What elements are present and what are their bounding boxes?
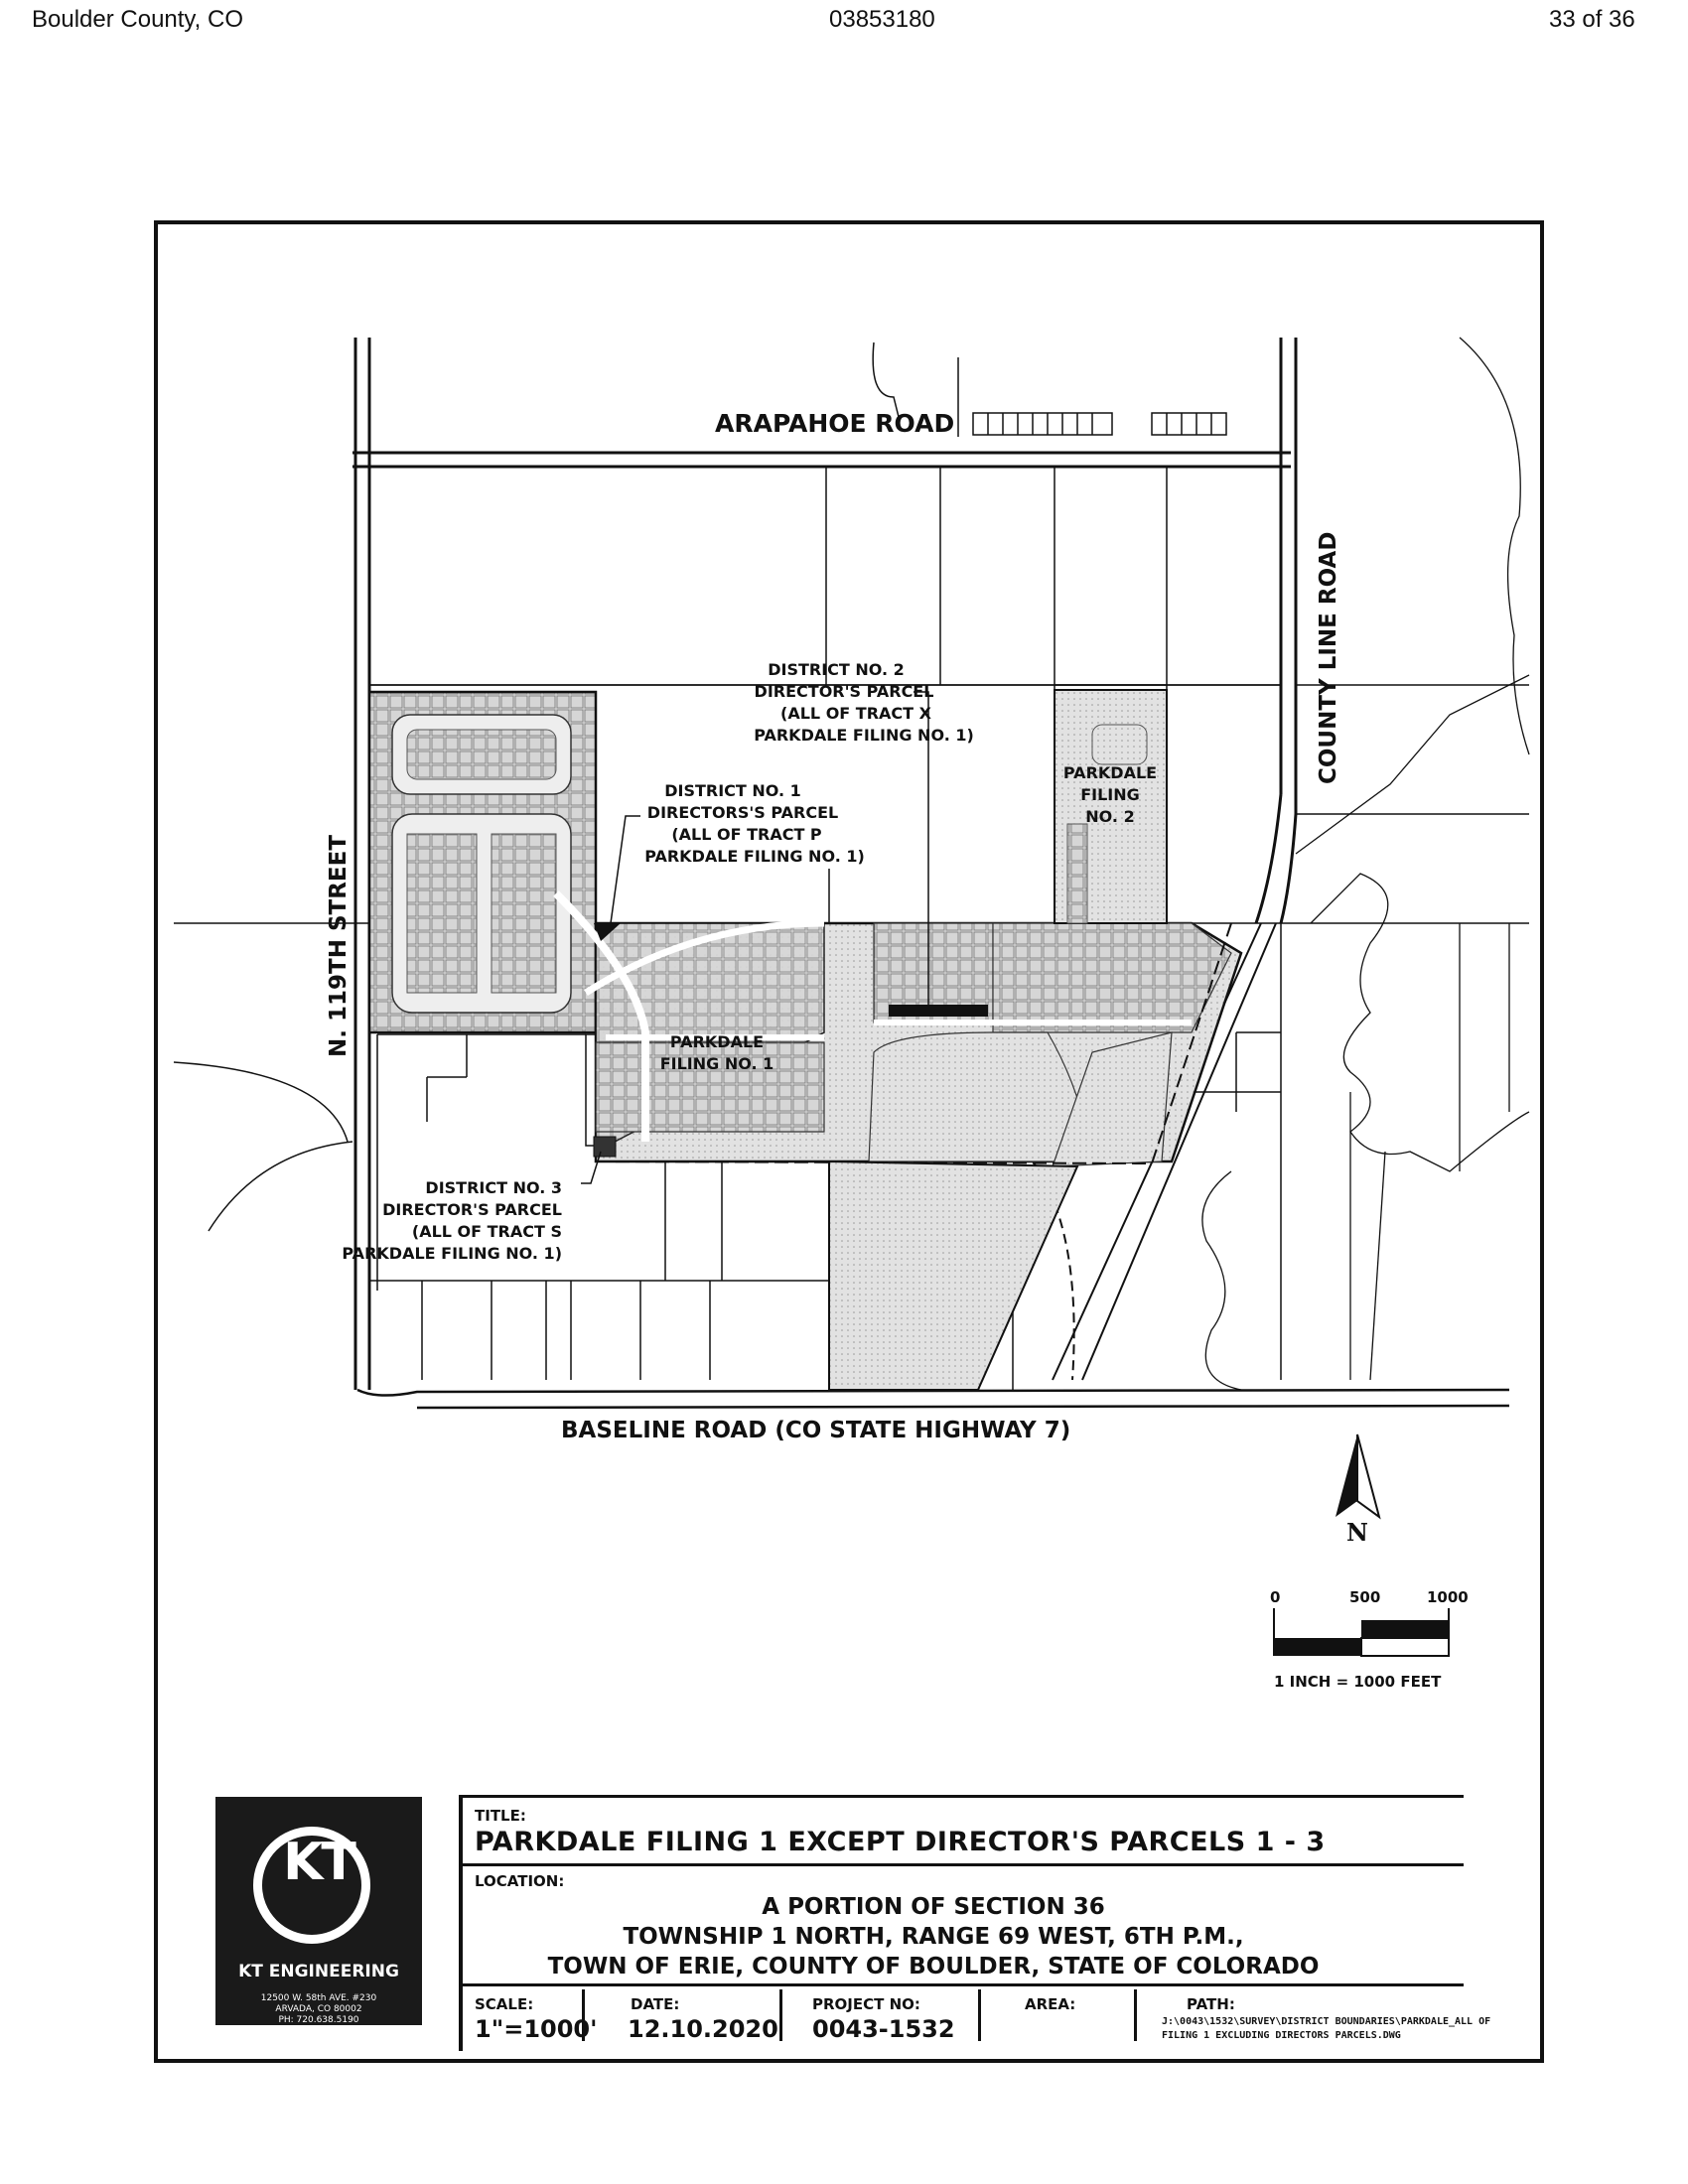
filing1-main	[556, 893, 1241, 1166]
header-page-count: 33 of 36	[1549, 6, 1635, 33]
svg-text:DIRECTOR'S PARCEL: DIRECTOR'S PARCEL	[382, 1200, 562, 1219]
svg-text:FILING NO. 1: FILING NO. 1	[659, 1054, 774, 1073]
drawing-title: PARKDALE FILING 1 EXCEPT DIRECTOR'S PARCELS 1 - 3	[475, 1827, 1326, 1857]
path-label: PATH:	[1187, 1995, 1235, 2013]
district1-label	[644, 781, 865, 866]
svg-text:NO. 2: NO. 2	[1085, 807, 1135, 826]
baseline-road-label: BASELINE ROAD (CO STATE HIGHWAY 7)	[561, 1418, 1071, 1443]
svg-text:DISTRICT NO. 2: DISTRICT NO. 2	[768, 660, 905, 679]
location-line: A PORTION OF SECTION 36	[762, 1894, 1105, 1920]
title-label: TITLE:	[475, 1807, 526, 1825]
svg-text:(ALL OF TRACT P: (ALL OF TRACT P	[671, 825, 822, 844]
company-address-line: ARVADA, CO 80002	[275, 2004, 362, 2014]
scale-tick-500: 500	[1349, 1588, 1381, 1606]
area-label: AREA:	[1025, 1995, 1076, 2013]
path-line: J:\0043\1532\SURVEY\DISTRICT BOUNDARIES\PARKDALE_ALL OF	[1162, 2016, 1491, 2027]
location-label: LOCATION:	[475, 1872, 565, 1890]
location-line: TOWNSHIP 1 NORTH, RANGE 69 WEST, 6TH P.M.,	[623, 1924, 1244, 1950]
title-rule	[459, 1795, 463, 2051]
path-line: FILING 1 EXCLUDING DIRECTORS PARCELS.DWG	[1162, 2030, 1401, 2041]
svg-text:DIRECTOR'S PARCEL: DIRECTOR'S PARCEL	[754, 682, 934, 701]
svg-text:FILING: FILING	[1080, 785, 1140, 804]
project-label: PROJECT NO:	[812, 1995, 920, 2013]
title-rule	[459, 1863, 1464, 1866]
logo-text: KT	[283, 1833, 354, 1892]
n-119th-street	[355, 338, 369, 1390]
east-streams	[1202, 338, 1529, 1390]
svg-text:PARKDALE: PARKDALE	[669, 1032, 765, 1051]
svg-text:PARKDALE FILING NO. 1): PARKDALE FILING NO. 1)	[644, 847, 865, 866]
filing1-south	[829, 1161, 1077, 1390]
svg-text:PARKDALE: PARKDALE	[1062, 763, 1158, 782]
header-doc-number: 03853180	[829, 6, 935, 33]
county-line-road	[1256, 338, 1296, 923]
county-line-road-label: COUNTY LINE ROAD	[1316, 531, 1341, 784]
arapahoe-road	[352, 453, 1291, 467]
scale-caption: 1 INCH = 1000 FEET	[1274, 1673, 1442, 1691]
arapahoe-road-label: ARAPAHOE ROAD	[715, 409, 955, 438]
company-address-line: 12500 W. 58th AVE. #230	[260, 1993, 377, 2003]
baseline-road	[357, 1390, 1509, 1408]
location-line: TOWN OF ERIE, COUNTY OF BOULDER, STATE OF COLORADO	[547, 1954, 1320, 1979]
scale-bar	[1274, 1608, 1449, 1656]
n-119th-street-label: N. 119TH STREET	[326, 834, 352, 1057]
company-logo	[215, 1797, 422, 2025]
title-rule	[779, 1989, 782, 2041]
north-arrow	[1336, 1434, 1379, 1547]
date-value: 12.10.2020	[628, 2015, 778, 2043]
district3-label	[342, 1178, 562, 1263]
title-rule	[459, 1795, 1464, 1798]
scale-tick-1000: 1000	[1427, 1588, 1469, 1606]
company-address-line: PH: 720.638.5190	[278, 2015, 359, 2025]
title-rule	[1134, 1989, 1137, 2041]
date-label: DATE:	[631, 1995, 680, 2013]
svg-text:(ALL OF TRACT S: (ALL OF TRACT S	[411, 1222, 562, 1241]
svg-text:DISTRICT NO. 3: DISTRICT NO. 3	[425, 1178, 562, 1197]
svg-text:DIRECTORS'S PARCEL: DIRECTORS'S PARCEL	[646, 803, 839, 822]
title-rule	[978, 1989, 981, 2041]
scale-label: SCALE:	[475, 1995, 534, 2013]
svg-text:DISTRICT NO. 1: DISTRICT NO. 1	[664, 781, 801, 800]
north-arrow-label: N	[1346, 1518, 1368, 1547]
filing1-west-block	[369, 692, 596, 1032]
scale-value: 1"=1000'	[475, 2015, 598, 2043]
svg-text:PARKDALE FILING NO. 1): PARKDALE FILING NO. 1)	[342, 1244, 562, 1263]
project-value: 0043-1532	[812, 2015, 955, 2043]
svg-text:PARKDALE FILING NO. 1): PARKDALE FILING NO. 1)	[754, 726, 974, 745]
company-name: KT ENGINEERING	[238, 1962, 399, 1981]
header-county: Boulder County, CO	[32, 6, 243, 33]
svg-text:(ALL OF TRACT X: (ALL OF TRACT X	[780, 704, 931, 723]
title-rule	[459, 1983, 1464, 1986]
scale-tick-0: 0	[1270, 1588, 1281, 1606]
